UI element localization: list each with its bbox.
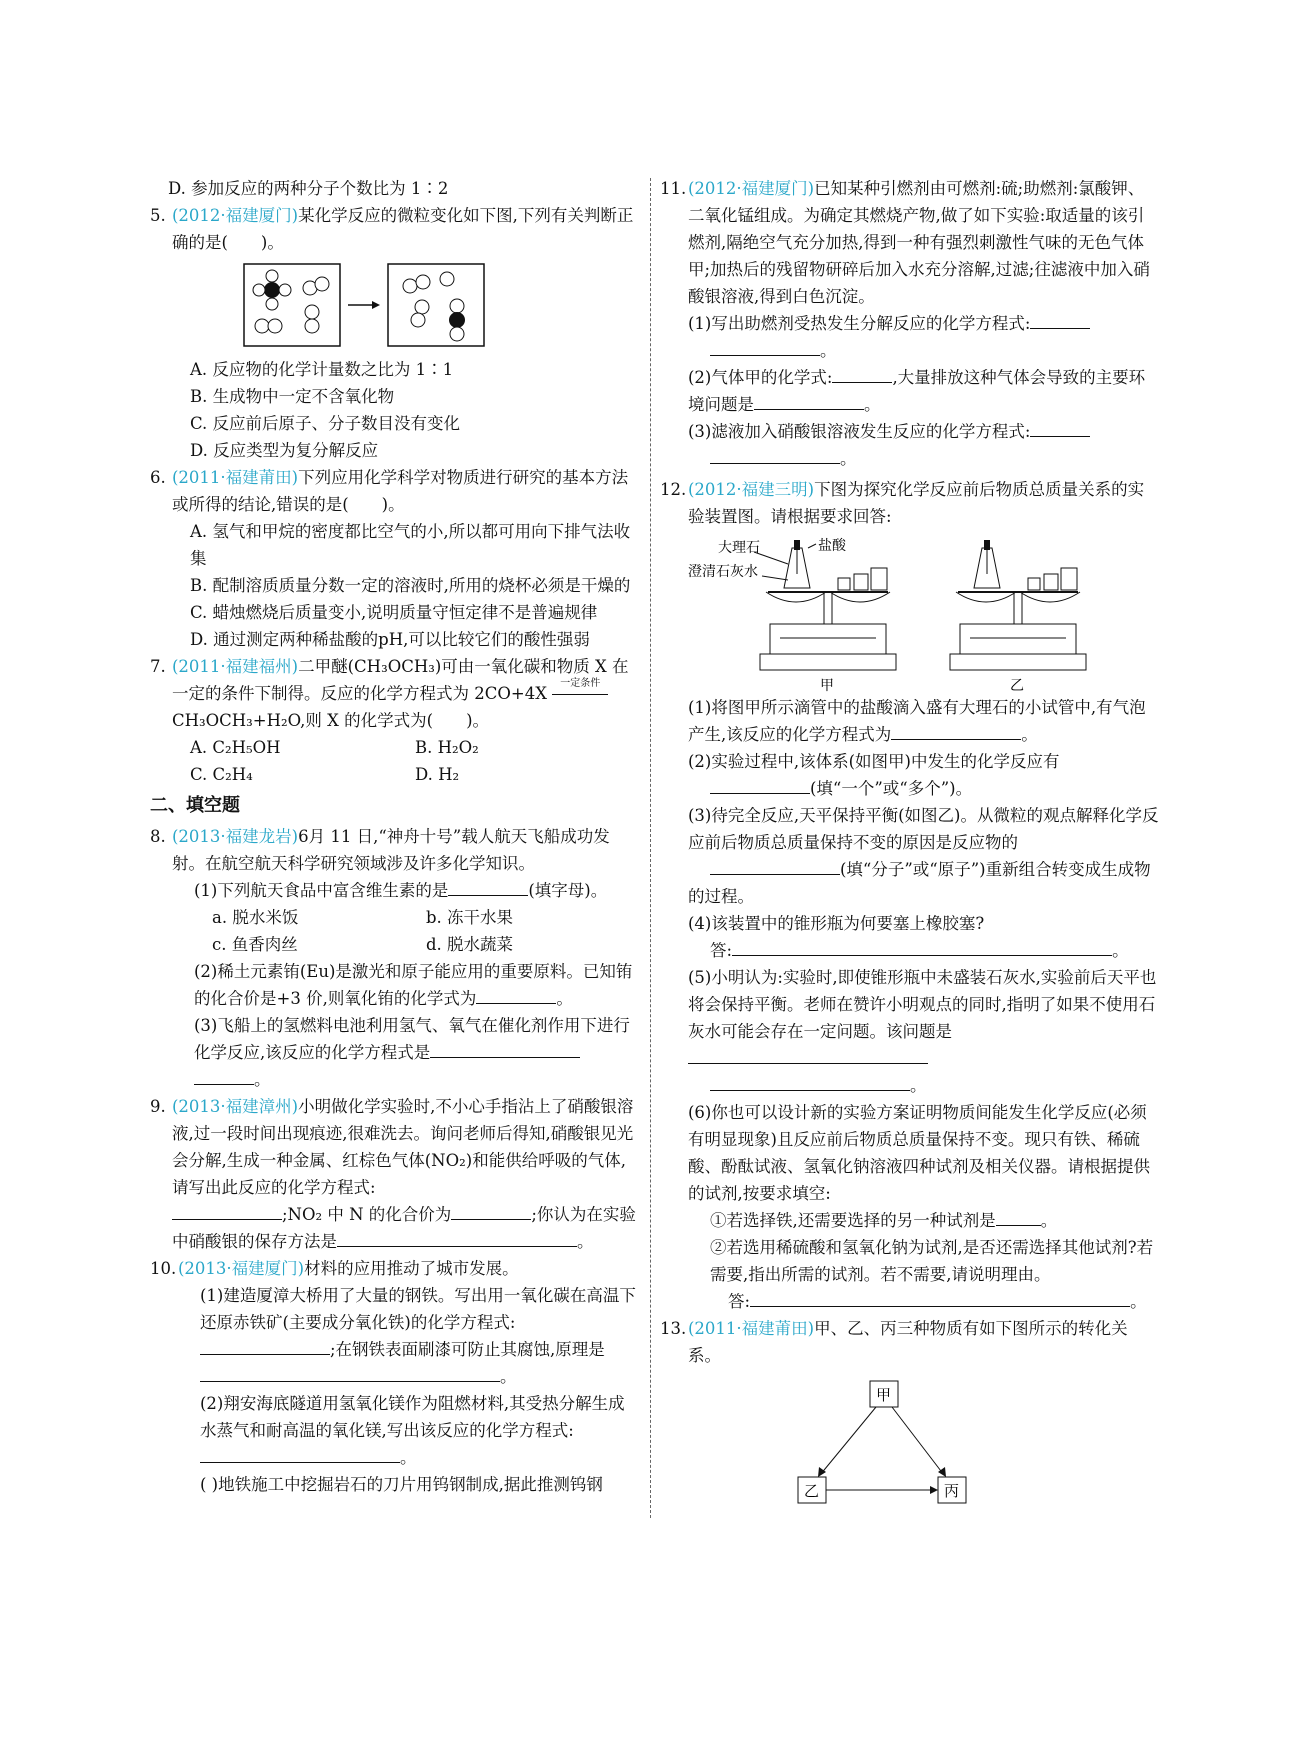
- option-c: C. 反应前后原子、分子数目没有变化: [190, 414, 461, 433]
- sub-question-1: [688, 310, 1160, 364]
- option-d: D. H₂: [415, 765, 460, 784]
- question-number: 6.: [150, 468, 166, 487]
- answer-blank[interactable]: [710, 337, 820, 356]
- answer-blank[interactable]: [732, 937, 1112, 956]
- sub-question-text: ①若选择铁,还需要选择的另一种试剂是: [710, 1211, 996, 1230]
- question-stem: 甲、乙、丙三种物质有如下图所示的转化关系。: [688, 1319, 1128, 1365]
- question-stem: 下图为探究化学反应前后物质总质量关系的实验装置图。请根据要求回答:: [688, 480, 1145, 526]
- label-hydrochloric-acid: 盐酸: [818, 538, 846, 554]
- answer-blank[interactable]: [710, 445, 840, 464]
- answer-blank[interactable]: [194, 1066, 254, 1085]
- label-limewater: 澄清石灰水: [688, 564, 758, 580]
- sub-question-6: [688, 1099, 1160, 1315]
- sub-question-suffix: (填“分子”或“原子”)重新组合转变成生成物的过程。: [688, 860, 1151, 906]
- question-number: 5.: [150, 206, 166, 225]
- answer-blank[interactable]: [710, 775, 810, 794]
- left-column: [150, 175, 640, 1498]
- answer-label: 答:: [710, 941, 733, 960]
- answer-blank[interactable]: [754, 391, 864, 410]
- answer-blank[interactable]: [710, 1072, 910, 1091]
- answer-blank[interactable]: [200, 1336, 330, 1355]
- option-b: B. H₂O₂: [415, 738, 479, 757]
- question-stem: 6月 11 日,“神舟十号”载人航天飞船成功发射。在航空航天科学研究领域涉及许多化学知识。: [172, 827, 610, 873]
- sub-question-suffix: 。: [500, 1367, 517, 1386]
- sub-question-suffix: 。: [864, 395, 881, 414]
- option-c: c. 鱼香肉丝: [212, 935, 298, 954]
- question-12: [660, 476, 1160, 1315]
- label-marble: 大理石: [718, 540, 760, 556]
- sub-question-6-part-1: [688, 1207, 1160, 1234]
- sub-question-1: [688, 694, 1160, 748]
- sub-question-suffix: 。: [1112, 941, 1129, 960]
- section-heading: 二、填空题: [150, 795, 240, 816]
- option-d: D. 通过测定两种稀盐酸的pH,可以比较它们的酸性强弱: [190, 630, 590, 649]
- answer-blank[interactable]: [750, 1288, 1130, 1307]
- sub-question-text: ,大量排放这种气体会导致的主要环境问题是: [688, 368, 1146, 414]
- sub-question-suffix: 。: [556, 989, 573, 1008]
- sub-question-suffix: 。: [254, 1070, 271, 1089]
- sub-question-text: (4)该装置中的锥形瓶为何要塞上橡胶塞?: [688, 914, 985, 933]
- answer-blank[interactable]: [996, 1207, 1041, 1226]
- sub-question-4: [688, 910, 1160, 964]
- reaction-arrow: [552, 678, 608, 695]
- question-text: ;你认为在实验中硝酸银的保存方法是: [172, 1205, 636, 1251]
- question-stem: 二甲醚(CH₃OCH₃)可由一氧化碳和物质 X 在一定的条件下制得。反应的化学方程式为 2CO+4X: [172, 657, 629, 703]
- sub-question-3: [688, 418, 1160, 472]
- sub-question-3: [172, 1012, 640, 1093]
- sub-question-2: [688, 748, 1160, 802]
- answer-blank[interactable]: [451, 1201, 531, 1220]
- q4-option-d: D. 参加反应的两种分子个数比为 1∶2: [168, 179, 449, 198]
- answer-blank[interactable]: [1030, 418, 1090, 437]
- label-yi: 乙: [1010, 678, 1024, 694]
- option-d: d. 脱水蔬菜: [426, 935, 514, 954]
- question-number: 13.: [660, 1319, 687, 1338]
- sub-question-text: (2)实验过程中,该体系(如图甲)中发生的化学反应有: [688, 752, 1060, 771]
- option-c: C. C₂H₄: [190, 765, 253, 784]
- question-number: 11.: [660, 179, 687, 198]
- question-10: [150, 1255, 640, 1498]
- sub-question-text: (5)小明认为:实验时,即使锥形瓶中未盛装石灰水,实验前后天平也将会保持平衡。老师在赞许小明观点的同时,指明了如果不使用石灰水可能会存在一定问题。该问题是: [688, 968, 1157, 1041]
- sub-question-text: ②若选用稀硫酸和氢氧化钠为试剂,是否还需选择其他试剂?若需要,指出所需的试剂。若不需要,请说明理由。: [710, 1238, 1154, 1284]
- sub-question-6-part-2: [688, 1234, 1160, 1315]
- answer-blank[interactable]: [710, 856, 840, 875]
- question-stem: 材料的应用推动了城市发展。: [304, 1259, 519, 1278]
- question-number: 10.: [150, 1259, 177, 1278]
- sub-question-suffix: 。: [820, 341, 837, 360]
- conversion-diagram: [788, 1377, 988, 1517]
- option-b: B. 配制溶质质量分数一定的溶液时,所用的烧杯必须是干燥的: [190, 576, 631, 595]
- sub-question-suffix: 。: [1040, 1211, 1058, 1230]
- question-source: (2012·福建厦门): [688, 179, 815, 198]
- option-c: C. 蜡烛燃烧后质量变小,说明质量守恒定律不是普遍规律: [190, 603, 598, 622]
- question-number: 8.: [150, 827, 166, 846]
- sub-question-suffix: 。: [840, 449, 857, 468]
- question-13: [660, 1315, 1160, 1517]
- question-source: (2013·福建龙岩): [172, 827, 299, 846]
- node-jia: 甲: [876, 1386, 892, 1404]
- sub-question-suffix: (填“一个”或“多个”)。: [810, 779, 973, 798]
- sub-question-text: (1)建造厦漳大桥用了大量的钢铁。写出用一氧化碳在高温下还原赤铁矿(主要成分氧化铁)的化学方程式:: [200, 1286, 636, 1332]
- question-source: (2013·福建漳州): [172, 1097, 299, 1116]
- balance-jia: [760, 540, 896, 670]
- sub-question-text: (3)飞船上的氢燃料电池利用氢气、氧气在催化剂作用下进行化学反应,该反应的化学方程式是: [194, 1016, 630, 1062]
- sub-question-text: (2)稀土元素铕(Eu)是激光和原子能应用的重要原料。已知铕的化合价是+3 价,则氧化铕的化学式为: [194, 962, 633, 1008]
- sub-question-5: [688, 964, 1160, 1099]
- option-b: B. 生成物中一定不含氧化物: [190, 387, 395, 406]
- sub-question-2: [172, 958, 640, 1012]
- answer-blank[interactable]: [891, 721, 1021, 740]
- question-11: [660, 175, 1160, 472]
- question-text: ;NO₂ 中 N 的化合价为: [282, 1205, 452, 1224]
- option-a: A. 氢气和甲烷的密度都比空气的小,所以都可用向下排气法收集: [190, 522, 631, 568]
- options-row-2: [172, 931, 640, 958]
- question-source: (2011·福建莆田): [688, 1319, 815, 1338]
- question-source: (2011·福建福州): [172, 657, 299, 676]
- question-source: (2011·福建莆田): [172, 468, 299, 487]
- question-9: [150, 1093, 640, 1255]
- question-stem: 小明做化学实验时,不小心手指沾上了硝酸银溶液,过一段时间出现痕迹,很难洗去。询问老师后得知,硝酸银见光会分解,生成一种金属、红棕色气体(NO₂)和能供给呼吸的气体,请写出此反应的化学方程式:: [172, 1097, 634, 1197]
- column-divider: [650, 178, 651, 1518]
- question-6: [150, 464, 640, 653]
- question-text: 。: [577, 1232, 594, 1251]
- question-source: (2012·福建厦门): [172, 206, 299, 225]
- molecule-diagram: [242, 262, 542, 352]
- answer-blank[interactable]: [476, 985, 556, 1004]
- question-number: 7.: [150, 657, 166, 676]
- option-d: D. 反应类型为复分解反应: [190, 441, 379, 460]
- question-number: 9.: [150, 1097, 166, 1116]
- sub-question-suffix: 。: [400, 1448, 417, 1467]
- question-5: [150, 202, 640, 464]
- answer-label: 答:: [728, 1292, 751, 1311]
- question-stem-continued: CH₃OCH₃+H₂O,则 X 的化学式为( )。: [172, 711, 490, 730]
- sub-question-1: [172, 877, 640, 904]
- option-a: A. 反应物的化学计量数之比为 1∶1: [190, 360, 454, 379]
- sub-question-text: (3)滤液加入硝酸银溶液发生反应的化学方程式:: [688, 422, 1031, 441]
- label-jia: 甲: [820, 678, 834, 694]
- sub-question-3: ( )地铁施工中挖掘岩石的刀片用钨钢制成,据此推测钨钢: [200, 1475, 603, 1494]
- sub-question-suffix: 。: [1130, 1292, 1147, 1311]
- answer-blank[interactable]: [832, 364, 892, 383]
- balance-apparatus-diagram: [688, 534, 1118, 694]
- answer-blank[interactable]: [448, 877, 528, 896]
- options-row-1: [172, 904, 640, 931]
- answer-blank[interactable]: [200, 1444, 400, 1463]
- sub-question-text: (6)你也可以设计新的实验方案证明物质间能发生化学反应(必须有明显现象)且反应前后物质总质量保持不变。现只有铁、稀硫酸、酚酞试液、氢氧化钠溶液四种试剂及相关仪器。请根据提供的试剂,按要求填空:: [688, 1103, 1150, 1203]
- reaction-condition: 一定条件: [560, 678, 601, 689]
- answer-blank[interactable]: [688, 1045, 928, 1064]
- sub-question-text: ;在钢铁表面刷漆可防止其腐蚀,原理是: [330, 1340, 605, 1359]
- question-8: [150, 823, 640, 1093]
- question-source: (2012·福建三明): [688, 480, 815, 499]
- question-7: [150, 653, 640, 788]
- sub-question-text: (2)翔安海底隧道用氢氧化镁作为阻燃材料,其受热分解生成水蒸气和耐高温的氧化镁,写出该反应的化学方程式:: [200, 1394, 625, 1440]
- balance-yi: [950, 540, 1086, 670]
- sub-question-text: (3)待完全反应,天平保持平衡(如图乙)。从微粒的观点解释化学反应前后物质总质量保持不变的原因是反应物的: [688, 806, 1159, 852]
- answer-blank[interactable]: [337, 1228, 577, 1247]
- sub-question-text: (2)气体甲的化学式:: [688, 368, 833, 387]
- answer-blank[interactable]: [1030, 310, 1090, 329]
- question-source: (2013·福建厦门): [178, 1259, 305, 1278]
- sub-question-1: [178, 1282, 640, 1390]
- sub-question-3: [688, 802, 1160, 910]
- option-a: a. 脱水米饭: [212, 908, 299, 927]
- answer-blank[interactable]: [172, 1201, 282, 1220]
- answer-blank[interactable]: [200, 1363, 500, 1382]
- answer-blank[interactable]: [430, 1039, 580, 1058]
- sub-question-2: [178, 1390, 640, 1471]
- question-stem: 某化学反应的微粒变化如下图,下列有关判断正确的是( )。: [172, 206, 634, 252]
- question-stem: 下列应用化学科学对物质进行研究的基本方法或所得的结论,错误的是( )。: [172, 468, 629, 514]
- node-bing: 丙: [944, 1482, 960, 1500]
- right-column: [660, 175, 1160, 1517]
- sub-question-text: (1)将图甲所示滴管中的盐酸滴入盛有大理石的小试管中,有气泡产生,该反应的化学方程式为: [688, 698, 1146, 744]
- options-row-2: [172, 761, 640, 788]
- node-yi: 乙: [804, 1482, 820, 1500]
- sub-question-2: [688, 364, 1160, 418]
- sub-question-text: (1)下列航天食品中富含维生素的是: [194, 881, 449, 900]
- question-number: 12.: [660, 480, 687, 499]
- sub-question-suffix: 。: [1021, 725, 1038, 744]
- sub-question-suffix: (填字母)。: [528, 881, 608, 900]
- option-b: b. 冻干水果: [426, 908, 514, 927]
- sub-question-text: (1)写出助燃剂受热发生分解反应的化学方程式:: [688, 314, 1031, 333]
- options-row-1: [172, 734, 640, 761]
- question-stem: 已知某种引燃剂由可燃剂:硫;助燃剂:氯酸钾、二氧化锰组成。为确定其燃烧产物,做了如下实验:取适量的该引燃剂,隔绝空气充分加热,得到一种有强烈刺激性气味的无色气体甲;加热后的残留物研碎后加入水充分溶解,过滤;往滤液中加入硝酸银溶液,得到白色沉淀。: [688, 179, 1150, 306]
- sub-question-suffix: 。: [910, 1076, 927, 1095]
- option-a: A. C₂H₅OH: [190, 738, 281, 757]
